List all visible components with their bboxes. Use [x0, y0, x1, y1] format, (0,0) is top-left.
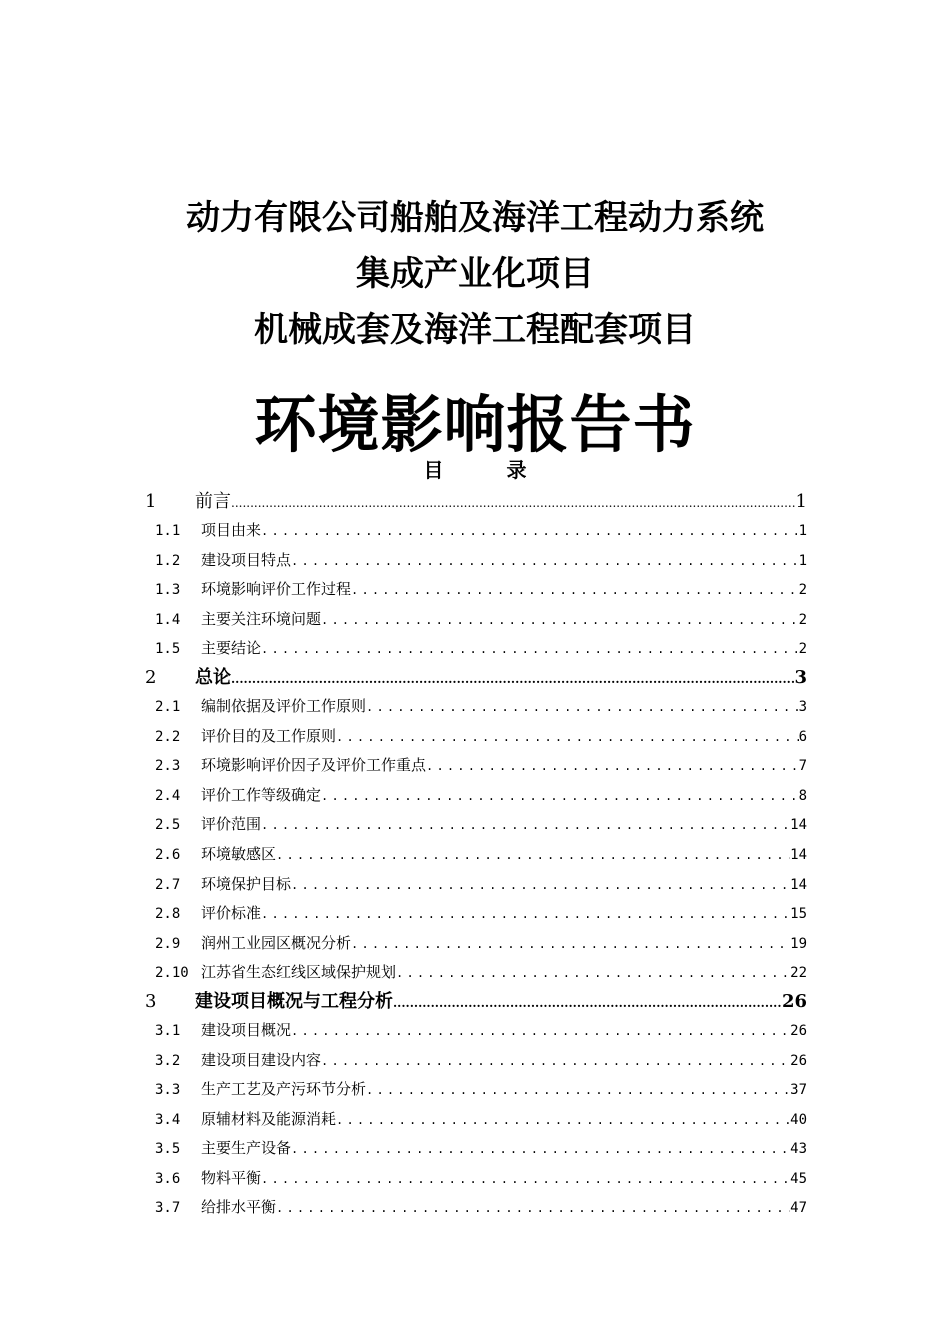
- toc-entry-number: 2.8: [155, 906, 181, 923]
- table-of-contents: [145, 488, 807, 1223]
- toc-entry-number: 2.4: [155, 787, 181, 804]
- toc-dot-leader: [393, 989, 782, 1016]
- toc-entry-title: 主要结论: [201, 639, 262, 658]
- toc-entry-number: 1.4: [155, 611, 181, 628]
- toc-section-entry[interactable]: [145, 575, 807, 605]
- toc-dot-leader: [426, 752, 799, 781]
- toc-section-entry[interactable]: [145, 958, 807, 988]
- toc-entry-number: 2.6: [155, 846, 181, 863]
- toc-section-entry[interactable]: [145, 1193, 807, 1223]
- toc-entry-page: 37: [790, 1082, 807, 1099]
- toc-entry-title: 项目由来: [201, 521, 262, 539]
- toc-entry-number: 3.6: [155, 1170, 181, 1187]
- toc-entry-title: 建设项目特点: [201, 550, 292, 569]
- toc-entry-title: 物料平衡: [201, 1168, 262, 1187]
- toc-entry-title: 评价范围: [201, 815, 262, 834]
- toc-section-entry[interactable]: [145, 1164, 807, 1194]
- toc-dot-leader: [291, 1135, 790, 1164]
- toc-entry-page: 26: [790, 1022, 807, 1039]
- toc-entry-title: 建设项目建设内容: [201, 1050, 322, 1069]
- toc-section-entry[interactable]: [145, 1075, 807, 1105]
- toc-entry-number: 3.3: [155, 1082, 181, 1099]
- toc-dot-leader: [231, 665, 794, 692]
- toc-entry-page: 3: [798, 698, 807, 715]
- toc-entry-page: 19: [790, 935, 807, 952]
- toc-entry-number: 3.1: [155, 1022, 181, 1039]
- toc-entry-title: 环境影响评价工作过程: [201, 580, 352, 599]
- toc-section-entry[interactable]: [145, 840, 807, 870]
- toc-entry-title: 建设项目概况与工程分析: [195, 990, 393, 1012]
- toc-entry-number: 2.5: [155, 817, 181, 834]
- toc-dot-leader: [321, 606, 799, 635]
- toc-section-entry[interactable]: [145, 516, 807, 546]
- toc-entry-title: 主要生产设备: [201, 1139, 292, 1158]
- toc-section-entry[interactable]: [145, 605, 807, 635]
- toc-entry-page: 43: [790, 1141, 807, 1158]
- toc-entry-page: 15: [790, 906, 807, 923]
- toc-entry-page: 7: [798, 758, 807, 775]
- toc-chapter-entry[interactable]: [145, 988, 807, 1016]
- toc-dot-leader: [366, 1076, 790, 1105]
- toc-entry-page: 6: [798, 728, 807, 745]
- toc-entry-page: 22: [790, 965, 807, 982]
- toc-dot-leader: [231, 489, 796, 516]
- cover-title-line-1: 动力有限公司船舶及海洋工程动力系统: [186, 198, 764, 238]
- cover-title-line-2: 集成产业化项目: [356, 254, 594, 294]
- toc-section-entry[interactable]: [145, 899, 807, 929]
- toc-entry-title: 环境影响评价因子及评价工作重点: [201, 756, 427, 775]
- toc-entry-title: 总论: [195, 666, 231, 688]
- toc-section-entry[interactable]: [145, 1046, 807, 1076]
- toc-dot-leader: [336, 723, 799, 752]
- toc-section-entry[interactable]: [145, 929, 807, 959]
- toc-section-entry[interactable]: [145, 722, 807, 752]
- toc-entry-title: 生产工艺及产污环节分析: [201, 1080, 367, 1099]
- toc-dot-leader: [276, 1194, 790, 1223]
- toc-entry-title: 评价目的及工作原则: [201, 726, 337, 745]
- toc-section-entry[interactable]: [145, 870, 807, 900]
- toc-entry-number: 2: [145, 666, 157, 688]
- toc-entry-page: 45: [790, 1170, 807, 1187]
- toc-entry-page: 1: [798, 552, 807, 569]
- toc-dot-leader: [366, 693, 799, 722]
- toc-entry-page: 26: [790, 1052, 807, 1069]
- toc-entry-page: 14: [790, 817, 807, 834]
- toc-dot-leader: [261, 1165, 790, 1194]
- toc-dot-leader: [351, 930, 790, 959]
- toc-entry-number: 2.7: [155, 876, 181, 893]
- toc-entry-number: 3.2: [155, 1052, 181, 1069]
- toc-entry-page: 26: [781, 990, 807, 1012]
- toc-entry-number: 1.2: [155, 552, 181, 569]
- toc-entry-page: 40: [790, 1111, 807, 1128]
- toc-entry-title: 环境保护目标: [201, 874, 292, 893]
- report-main-title: 环境影响报告书: [254, 388, 696, 461]
- toc-dot-leader: [351, 576, 799, 605]
- toc-section-entry[interactable]: [145, 751, 807, 781]
- toc-entry-title: 评价工作等级确定: [201, 785, 322, 804]
- toc-entry-number: 2.10: [155, 965, 189, 982]
- toc-dot-leader: [321, 1047, 790, 1076]
- toc-section-entry[interactable]: [145, 781, 807, 811]
- toc-entry-title: 编制依据及评价工作原则: [201, 696, 367, 715]
- toc-entry-title: 给排水平衡: [201, 1198, 277, 1217]
- toc-entry-number: 1.1: [155, 523, 181, 539]
- toc-section-entry[interactable]: [145, 546, 807, 576]
- toc-section-entry[interactable]: [145, 1016, 807, 1046]
- toc-dot-leader: [261, 517, 799, 546]
- toc-entry-page: 3: [794, 666, 807, 688]
- toc-entry-page: 14: [790, 846, 807, 863]
- toc-entry-number: 1.3: [155, 582, 181, 599]
- toc-dot-leader: [291, 547, 799, 576]
- toc-section-entry[interactable]: [145, 1105, 807, 1135]
- toc-entry-number: 1: [145, 491, 157, 512]
- cover-title-block: [0, 190, 950, 358]
- toc-entry-title: 环境敏感区: [201, 844, 277, 863]
- toc-entry-number: 2.2: [155, 728, 181, 745]
- toc-chapter-entry[interactable]: [145, 488, 807, 516]
- toc-section-entry[interactable]: [145, 692, 807, 722]
- toc-entry-title: 建设项目概况: [201, 1020, 292, 1039]
- toc-dot-leader: [291, 871, 790, 900]
- toc-entry-number: 3.7: [155, 1200, 181, 1217]
- toc-entry-page: 2: [798, 582, 807, 599]
- toc-section-entry[interactable]: [145, 634, 807, 664]
- toc-entry-number: 3.4: [155, 1111, 181, 1128]
- toc-heading: 目 录: [423, 458, 555, 482]
- toc-dot-leader: [276, 841, 790, 870]
- toc-dot-leader: [261, 900, 790, 929]
- toc-entry-number: 1.5: [155, 641, 181, 658]
- toc-dot-leader: [396, 959, 790, 988]
- toc-entry-title: 前言: [195, 491, 231, 512]
- toc-dot-leader: [321, 782, 799, 811]
- toc-entry-number: 3.5: [155, 1141, 181, 1158]
- toc-entry-page: 2: [798, 641, 807, 658]
- toc-entry-page: 1: [798, 523, 807, 539]
- toc-entry-title: 润州工业园区概况分析: [201, 933, 352, 952]
- toc-entry-page: 1: [795, 491, 807, 512]
- toc-entry-page: 14: [790, 876, 807, 893]
- toc-entry-page: 2: [798, 611, 807, 628]
- toc-entry-number: 2.3: [155, 758, 181, 775]
- toc-chapter-entry[interactable]: [145, 664, 807, 692]
- toc-entry-title: 评价标准: [201, 904, 262, 923]
- toc-entry-number: 2.1: [155, 698, 181, 715]
- toc-section-entry[interactable]: [145, 1134, 807, 1164]
- toc-entry-title: 原辅材料及能源消耗: [201, 1109, 337, 1128]
- toc-dot-leader: [291, 1017, 790, 1046]
- cover-title-line-3: 机械成套及海洋工程配套项目: [254, 310, 696, 350]
- toc-entry-page: 8: [798, 787, 807, 804]
- toc-dot-leader: [261, 635, 799, 664]
- toc-entry-title: 主要关注环境问题: [201, 609, 322, 628]
- toc-section-entry[interactable]: [145, 810, 807, 840]
- toc-dot-leader: [261, 811, 790, 840]
- toc-dot-leader: [336, 1106, 790, 1135]
- toc-entry-title: 江苏省生态红线区域保护规划: [201, 963, 397, 982]
- toc-entry-number: 2.9: [155, 935, 181, 952]
- toc-entry-number: 3: [145, 990, 157, 1012]
- toc-entry-page: 47: [790, 1200, 807, 1217]
